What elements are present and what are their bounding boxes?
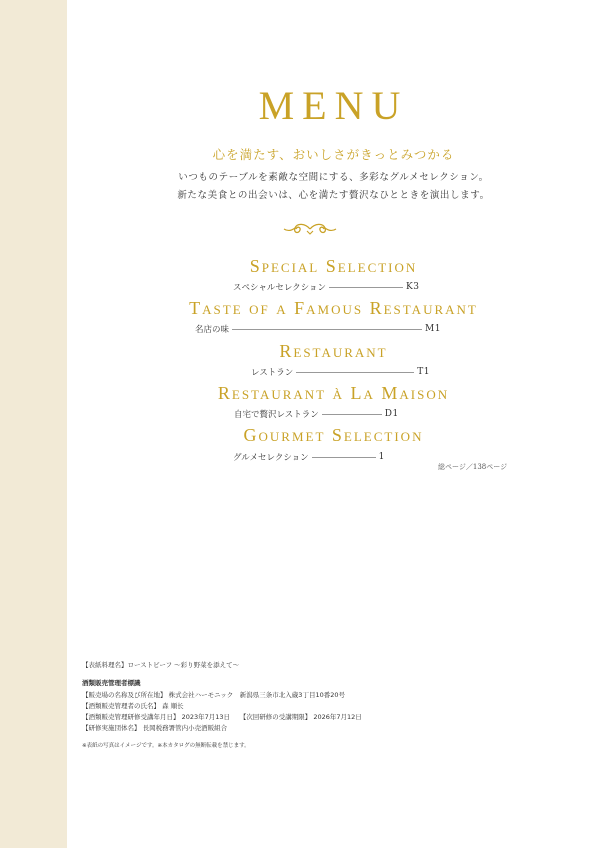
leader-line: [329, 287, 403, 288]
store-info: 【販売場の名称及び所在地】 株式会社ハーモニック 新潟県三条市北入蔵3丁目10番20号: [82, 691, 345, 699]
section-entry-famous-restaurant: [195, 323, 441, 335]
cover-dish-name: 【表紙料理名】ローストビーフ 〜彩り野菜を添えて〜: [82, 661, 240, 669]
gold-scroll-ornament-icon: [283, 221, 337, 237]
training-dates: 【酒類販売管理研修受講年月日】 2023年7月13日 【次回研修の受講期限】 2026年7月12日: [82, 713, 362, 721]
section-entry-restaurant: [251, 366, 430, 378]
section-subtitle: 自宅で贅沢レストラン: [234, 410, 319, 420]
training-org: 【研修実施団体名】 長岡税務署管内小売酒販組合: [82, 724, 228, 732]
leader-line: [322, 414, 382, 415]
left-border-band: [0, 0, 67, 848]
footer-note: ※表紙の写真はイメージです。※本カタログの無断転載を禁じます。: [82, 743, 250, 749]
section-title-special-selection: Special Selection: [249, 256, 418, 276]
intro-line-1: いつものテーブルを素敵な空間にする、多彩なグルメセレクション。: [178, 172, 489, 183]
leader-line: [232, 329, 422, 330]
page-title: MENU: [258, 83, 409, 128]
intro-line-2: 新たな美食との出会いは、心を満たす贅沢なひとときを演出します。: [177, 190, 490, 201]
section-title-restaurant: Restaurant: [279, 341, 388, 361]
leader-line: [312, 457, 376, 458]
section-subtitle: 名店の味: [195, 325, 230, 335]
section-entry-restaurant-a-la-maison: [234, 408, 399, 420]
manager-name: 【酒類販売管理者の氏名】 森 順长: [82, 702, 184, 710]
section-code: M1: [425, 324, 441, 334]
page-subtitle: 心を満たす、おいしさがきっとみつかる: [212, 147, 455, 162]
section-entry-gourmet-selection: [233, 451, 385, 463]
section-title-famous-restaurant: Taste of a Famous Restaurant: [189, 298, 478, 318]
section-subtitle: スペシャルセレクション: [233, 283, 326, 293]
section-title-restaurant-a-la-maison: Restaurant à La Maison: [217, 383, 450, 403]
section-code: T1: [417, 367, 430, 377]
section-code: K3: [406, 282, 420, 292]
total-pages: 総ページ／138ページ: [438, 463, 508, 471]
section-subtitle: レストラン: [251, 368, 294, 378]
section-code: D1: [384, 409, 399, 419]
section-code: 1: [378, 452, 385, 462]
leader-line: [296, 372, 414, 373]
section-entry-special-selection: [233, 281, 419, 293]
license-heading: 酒類販売管理者標識: [82, 679, 141, 687]
section-subtitle: グルメセレクション: [233, 453, 309, 463]
section-title-gourmet-selection: Gourmet Selection: [243, 425, 424, 445]
